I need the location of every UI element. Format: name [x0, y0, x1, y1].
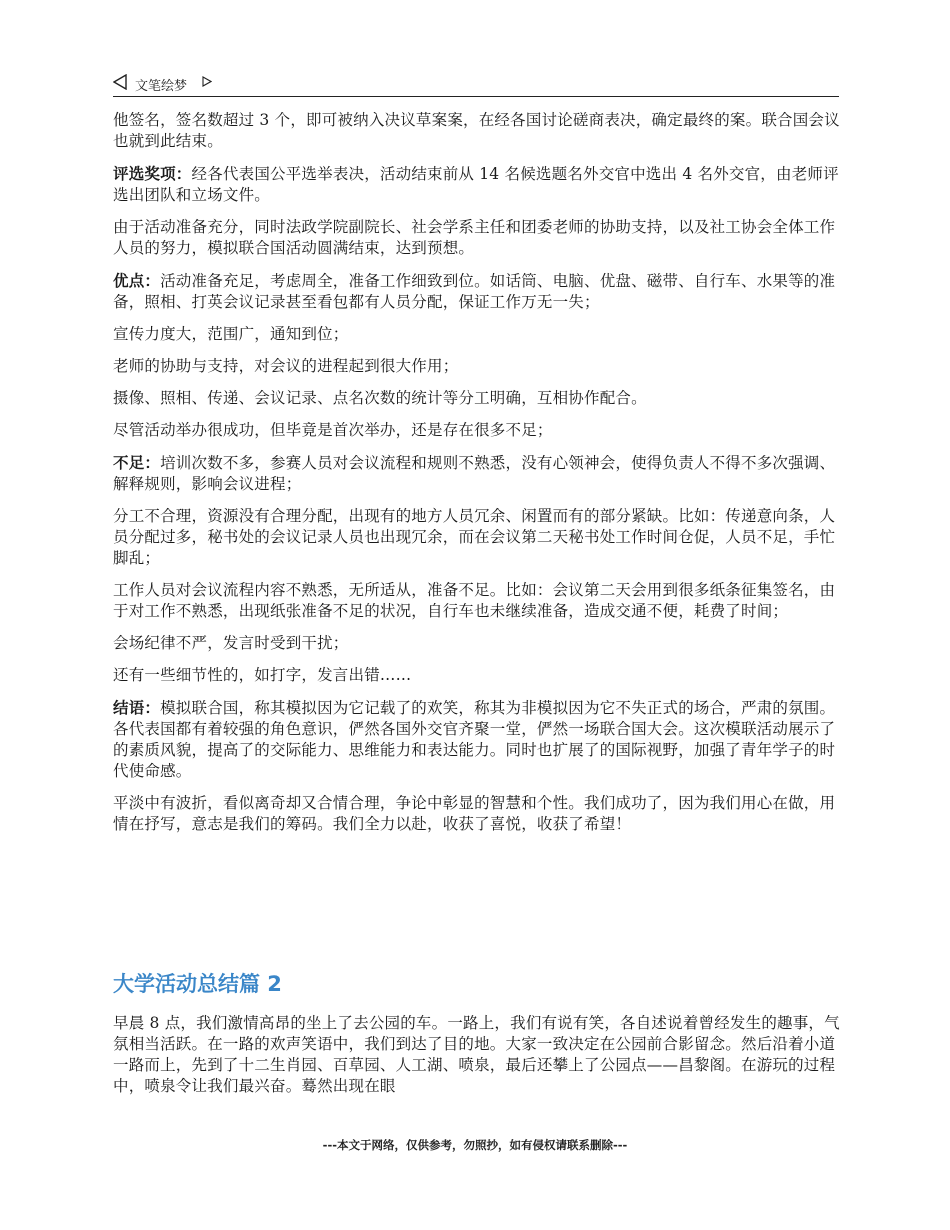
paragraph-text: 摄像、照相、传递、会议记录、点名次数的统计等分工明确，互相协作配合。 [113, 389, 647, 407]
paragraph [113, 324, 841, 345]
paragraph-text: 他签名，签名数超过 3 个，即可被纳入决议草案案，在经各国讨论磋商表决，确定最终的案。联合国会议也就到此结束。 [113, 111, 840, 150]
paragraph-text: 工作人员对会议流程内容不熟悉，无所适从，准备不足。比如：会议第二天会用到很多纸条征集签名，由于对工作不熟悉，出现纸张准备不足的状况，自行车也未继续准备，造成交通不便，耗费了时间； [113, 581, 836, 620]
right-triangle-outline-icon [202, 76, 212, 87]
paragraph [113, 506, 841, 569]
paragraph-text: 模拟联合国，称其模拟因为它记载了的欢笑，称其为非模拟因为它不失正式的场合，严肃的氛围。各代表国都有着较强的角色意识，俨然各国外交官齐聚一堂，俨然一场联合国大会。这次模联活动展示了的素质风貌，提高了的交际能力、思维能力和表达能力。同时也扩展了的国际视野，加强了青年学子的时代使命感。 [113, 699, 836, 780]
paragraph [113, 665, 841, 686]
paragraph [113, 452, 841, 495]
page-header [113, 70, 839, 97]
footer-notice: ---本文于网络，仅供参考，勿照抄，如有侵权请联系删除--- [322, 1138, 628, 1152]
paragraph-text: 还有一些细节性的，如打字，发言出错…… [113, 666, 412, 684]
section-title: 大学活动总结篇 2 [113, 972, 282, 996]
paragraph-text: 活动准备充足，考虑周全，准备工作细致到位。如话筒、电脑、优盘、磁带、自行车、水果等的准备，照相、打英会议记录甚至看包都有人员分配，保证工作万无一失； [113, 272, 836, 311]
paragraph [113, 217, 841, 259]
paragraph [113, 388, 841, 409]
paragraph-label: 结语： [113, 698, 161, 717]
paragraph [113, 163, 841, 206]
document-body [113, 110, 841, 846]
paragraph-label: 评选奖项： [113, 164, 192, 183]
paragraph-text: 经各代表国公平选举表决，活动结束前从 14 名候选题名外交官中选出 4 名外交官，由老师评选出团队和立场文件。 [113, 165, 839, 204]
paragraph-text: 早晨 8 点，我们激情高昂的坐上了去公园的车。一路上，我们有说有笑，各自述说着曾经发生的趣事，气氛相当活跃。在一路的欢声笑语中，我们到达了目的地。大家一致决定在公园前合影留念。然后沿着小道一路而上，先到了十二生肖园、百草园、人工湖、喷泉，最后还攀上了公园点——昌黎阁。在游玩的过程中，喷泉令让我们最兴奋。蓦然出现在眼 [113, 1014, 840, 1095]
paragraph [113, 110, 841, 152]
header-brand: 文笔绘梦 [135, 79, 188, 94]
paragraph-text: 尽管活动举办很成功，但毕竟是首次举办，还是存在很多不足； [113, 421, 553, 439]
paragraph-label: 不足： [113, 453, 161, 472]
paragraph [113, 420, 841, 441]
paragraph [113, 580, 841, 622]
paragraph-text: 老师的协助与支持，对会议的进程起到很大作用； [113, 357, 459, 375]
paragraph-text: 平淡中有波折，看似离奇却又合情合理，争论中彰显的智慧和个性。我们成功了，因为我们用心在做，用情在抒写，意志是我们的筹码。我们全力以赴，收获了喜悦，收获了希望！ [113, 794, 836, 833]
paragraph [113, 793, 841, 835]
left-triangle-outline-icon [113, 74, 127, 90]
paragraph-text: 会场纪律不严，发言时受到干扰； [113, 634, 349, 652]
paragraph [113, 270, 841, 313]
paragraph-text: 宣传力度大，范围广，通知到位； [113, 325, 349, 343]
paragraph [113, 697, 841, 782]
section-body [113, 1013, 841, 1108]
paragraph [113, 356, 841, 377]
paragraph [113, 633, 841, 654]
paragraph-text: 分工不合理，资源没有合理分配，出现有的地方人员冗余、闲置而有的部分紧缺。比如：传递意向条，人员分配过多，秘书处的会议记录人员也出现冗余，而在会议第二天秘书处工作时间仓促，人员不足，手忙脚乱； [113, 507, 836, 567]
paragraph-label: 优点： [113, 271, 161, 290]
paragraph [113, 1013, 841, 1097]
paragraph-text: 培训次数不多，参赛人员对会议流程和规则不熟悉，没有心领神会，使得负责人不得不多次强调、解释规则，影响会议进程； [113, 454, 836, 493]
paragraph-text: 由于活动准备充分，同时法政学院副院长、社会学系主任和团委老师的协助支持，以及社工协会全体工作人员的努力，模拟联合国活动圆满结束，达到预想。 [113, 218, 836, 257]
